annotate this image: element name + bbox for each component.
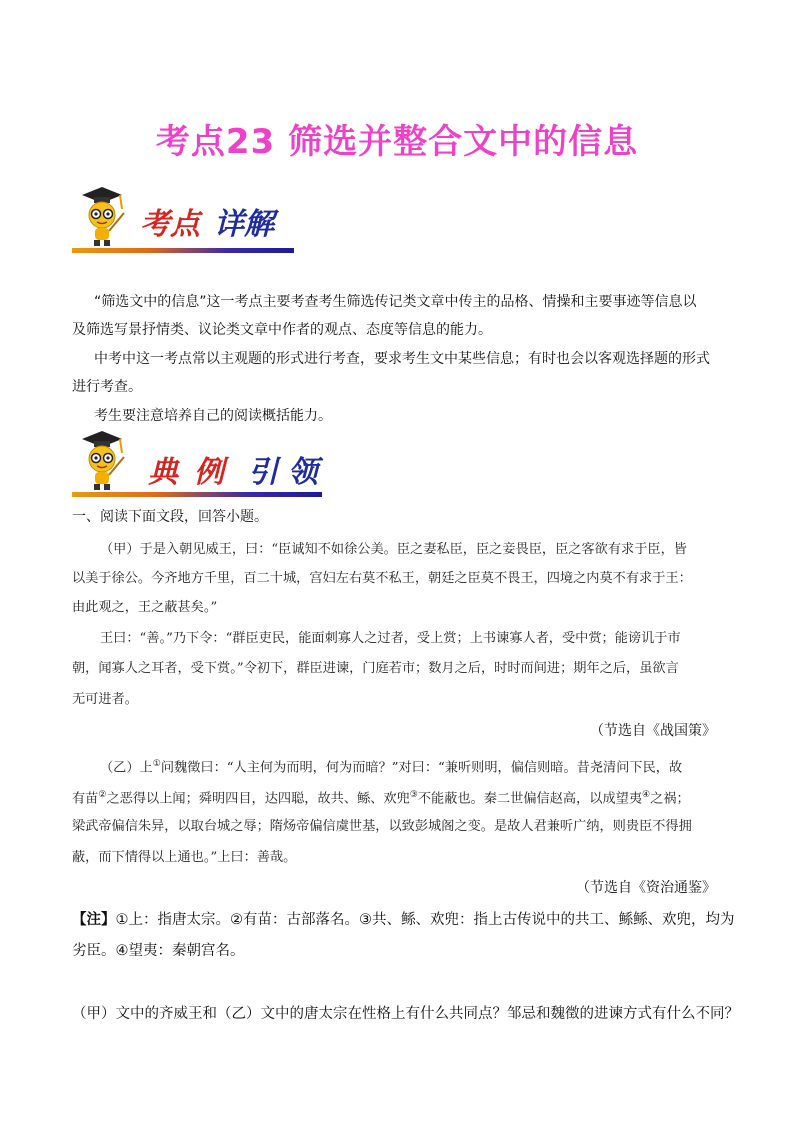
- passage-yi-line: （乙）上①问魏徵曰：“人主何为而明，何为而暗？”对曰：“兼听则明，偏信则暗。昔尧清问下民，故: [100, 759, 683, 776]
- banner-underline: [72, 492, 322, 497]
- banner-label-kaodian: 考点: [140, 207, 200, 242]
- passage-yi-line: 有苗②之恶得以上闻；舜明四目，达四聪，故共、鲧、欢兜③不能蔽也。秦二世偏信赵高，以成望夷④之祸；: [72, 790, 690, 807]
- passage-jia-line: 以美于徐公。今齐地方千里，百二十城，宫妇左右莫不私王，朝廷之臣莫不畏王，四境之内莫不有求于王：: [72, 571, 692, 586]
- banner-label-xiangjie: 详解: [214, 207, 274, 242]
- passage-jia-line: 无可进者。: [72, 692, 138, 707]
- intro-line: 进行考查。: [72, 379, 142, 395]
- intro-line: “筛选文中的信息”这一考点主要考查考生筛选传记类文章中传主的品格、情操和主要事迹等信息以: [94, 294, 697, 310]
- scholar-mascot-icon: [72, 183, 132, 247]
- intro-line: 及筛选写景抒情类、议论类文章中作者的观点、态度等信息的能力。: [72, 322, 492, 338]
- banner-label-dian: 典: [148, 455, 178, 490]
- question-heading: 一、阅读下面文段，回答小题。: [72, 509, 268, 525]
- note-line: 劣臣。④望夷：秦朝宫名。: [72, 943, 245, 959]
- passage-jia-source: （节选自《战国策》: [590, 723, 716, 739]
- passage-yi-line: 蔽，而下情得以上通也。”上曰：善哉。: [72, 850, 297, 865]
- section-banner-kaodian: [72, 183, 332, 253]
- note-line: 【注】①上：指唐太宗。②有苗：古部落名。③共、鲧、欢兜：指上古传说中的共工、鲧鲧、欢兜，均为: [72, 912, 735, 928]
- banner-underline: [72, 248, 294, 253]
- banner-label-ling: 领: [288, 455, 318, 490]
- banner-label-yin: 引: [248, 455, 278, 490]
- intro-line: 中考中这一考点常以主观题的形式进行考查，要求考生文中某些信息；有时也会以客观选择题的形式: [94, 351, 710, 367]
- passage-jia-line: 王曰：“善。”乃下令：“群臣吏民，能面刺寡人之过者，受上赏；上书谏寡人者，受中赏；能谤讥于市: [100, 631, 681, 646]
- banner-label-li: 例: [194, 455, 224, 490]
- page-title: 考点23 筛选并整合文中的信息: [155, 122, 639, 162]
- intro-line: 考生要注意培养自己的阅读概括能力。: [94, 408, 332, 424]
- scholar-mascot-icon: [72, 427, 132, 491]
- passage-jia-line: 朝，闻寡人之耳者，受下赏。”令初下，群臣进谏，门庭若市；数月之后，时时而间进；期年之后，虽欲言: [72, 661, 679, 676]
- section-banner-dianli: [72, 427, 342, 497]
- note-label: 【注】: [72, 912, 116, 928]
- passage-yi-line: 梁武帝偏信朱异，以取台城之辱；隋炀帝偏信虞世基，以致彭城阁之变。是故人君兼听广纳，则贵臣不得拥: [72, 819, 692, 834]
- passage-yi-source: （节选自《资治通鉴》: [576, 880, 716, 896]
- passage-jia-line: （甲）于是入朝见威王，曰：“臣诚知不如徐公美。臣之妻私臣，臣之妾畏臣，臣之客欲有求于臣，皆: [100, 542, 687, 557]
- question-text: （甲）文中的齐威王和（乙）文中的唐太宗在性格上有什么共同点？邹忌和魏徵的进谏方式有什么不同？: [72, 1006, 739, 1022]
- passage-jia-line: 由此观之，王之蔽甚矣。”: [72, 600, 218, 615]
